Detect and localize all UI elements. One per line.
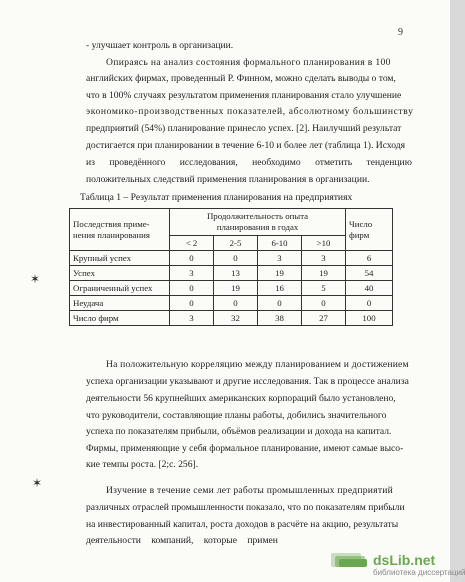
table-cell: 3 xyxy=(170,311,214,326)
text-line: предприятий (54%) планирование принесло успех. [2]. Наилучший результат xyxy=(86,123,402,134)
page-number: 9 xyxy=(398,27,403,38)
row-label: Число фирм xyxy=(70,311,170,326)
table-cell-total: 54 xyxy=(346,266,393,281)
table-cell: 38 xyxy=(258,311,302,326)
table-cell: 19 xyxy=(214,281,258,296)
text-line: что руководители, составляющие планы работы, добились значительного xyxy=(86,410,387,421)
table-header-cell: 6-10 xyxy=(258,236,302,251)
table-cell: 5 xyxy=(302,281,346,296)
table-row xyxy=(70,251,393,266)
table-cell: 0 xyxy=(170,281,214,296)
table-cell: 0 xyxy=(302,296,346,311)
table-cell: 32 xyxy=(214,311,258,326)
text-line: кие темпы роста. [2;с. 256]. xyxy=(86,459,199,470)
row-label: Неудача xyxy=(70,296,170,311)
text-line: деятельности компаний, которые примен xyxy=(86,535,278,546)
table-cell: 27 xyxy=(302,311,346,326)
table-header-consequences: Последствия приме- нения планирования xyxy=(70,209,170,251)
table-cell: 13 xyxy=(214,266,258,281)
dslib-watermark xyxy=(329,550,465,580)
text-line: на инвестированный капитал, роста доходов в расчёте на акцию, результаты xyxy=(86,519,399,530)
table-cell: 0 xyxy=(170,296,214,311)
table-header-cell: >10 xyxy=(302,236,346,251)
table-cell: 0 xyxy=(170,251,214,266)
table-header-duration: Продолжительность опыта планирования в годах xyxy=(170,209,346,236)
text-line: успеха по показателям прибыли, объёмов реализации и дохода на капитал. xyxy=(86,426,392,437)
text-line: положительных следствий применения планирования в организации. xyxy=(86,174,370,185)
table-cell: 0 xyxy=(214,251,258,266)
text-line: Опираясь на анализ состояния формального планирования в 100 xyxy=(106,57,391,68)
text-line: английских фирмах, проведенный Р. Финном, можно сделать выводы о том, xyxy=(86,73,396,84)
text-line: достигается при планировании в течение 6-10 и более лет (таблица 1). Исходя xyxy=(86,140,406,151)
table-cell-total: 6 xyxy=(346,251,393,266)
text-line: экономико-производственных показателей, абсолютному большинству xyxy=(86,106,414,117)
text-line: из проведённого исследования, необходимо отметить тенденцию xyxy=(86,157,412,168)
table-cell: 0 xyxy=(258,296,302,311)
text-line: успеха организации указывают и другие исследования. Так в процессе анализа xyxy=(86,376,409,387)
text-line: деятельности 56 крупнейших американских корпораций было установлено, xyxy=(86,393,396,404)
table-cell-total: 40 xyxy=(346,281,393,296)
table-cell: 3 xyxy=(170,266,214,281)
table-cell: 0 xyxy=(214,296,258,311)
table-cell: 16 xyxy=(258,281,302,296)
table-cell-total: 0 xyxy=(346,296,393,311)
table-header-cell: 2-5 xyxy=(214,236,258,251)
binder-mark-icon: ✶ xyxy=(32,476,43,490)
row-label: Ограниченный успех xyxy=(70,281,170,296)
row-label: Успех xyxy=(70,266,170,281)
table-cell: 19 xyxy=(258,266,302,281)
table-row xyxy=(70,296,393,311)
row-label: Крупный успех xyxy=(70,251,170,266)
text-line: На положительную корреляцию между планированием и достижением xyxy=(106,359,409,370)
table-header-cell: < 2 xyxy=(170,236,214,251)
table-cell: 19 xyxy=(302,266,346,281)
text-line: - улучшает контроль в организации. xyxy=(86,40,234,51)
table-header-count: Число фирм xyxy=(346,209,393,251)
text-line: Изучение в течение семи лет работы промышленных предприятий xyxy=(106,485,394,496)
binder-mark-icon: ✶ xyxy=(30,272,41,286)
dslib-logo-icon xyxy=(329,550,371,570)
table-row xyxy=(70,266,393,281)
table-cell: 3 xyxy=(302,251,346,266)
table-cell-total: 100 xyxy=(346,311,393,326)
text-line: Фирмы, применяющие у себя формальное планирование, имеют самые высо- xyxy=(86,443,404,454)
watermark-logo-text: dsLib.net xyxy=(373,552,436,568)
table-caption: Таблица 1 – Результат применения планирования на предприятиях xyxy=(80,192,353,203)
watermark-subtitle: библиотека диссертаций xyxy=(373,568,465,577)
table-cell: 3 xyxy=(258,251,302,266)
results-table xyxy=(69,208,393,326)
table-row xyxy=(70,281,393,296)
text-line: различных отраслей промышленности показало, что по показателям прибыли xyxy=(86,502,405,513)
text-line: что в 100% случаях результатом применения планирования стало улучшение xyxy=(86,90,402,101)
table-row xyxy=(70,311,393,326)
